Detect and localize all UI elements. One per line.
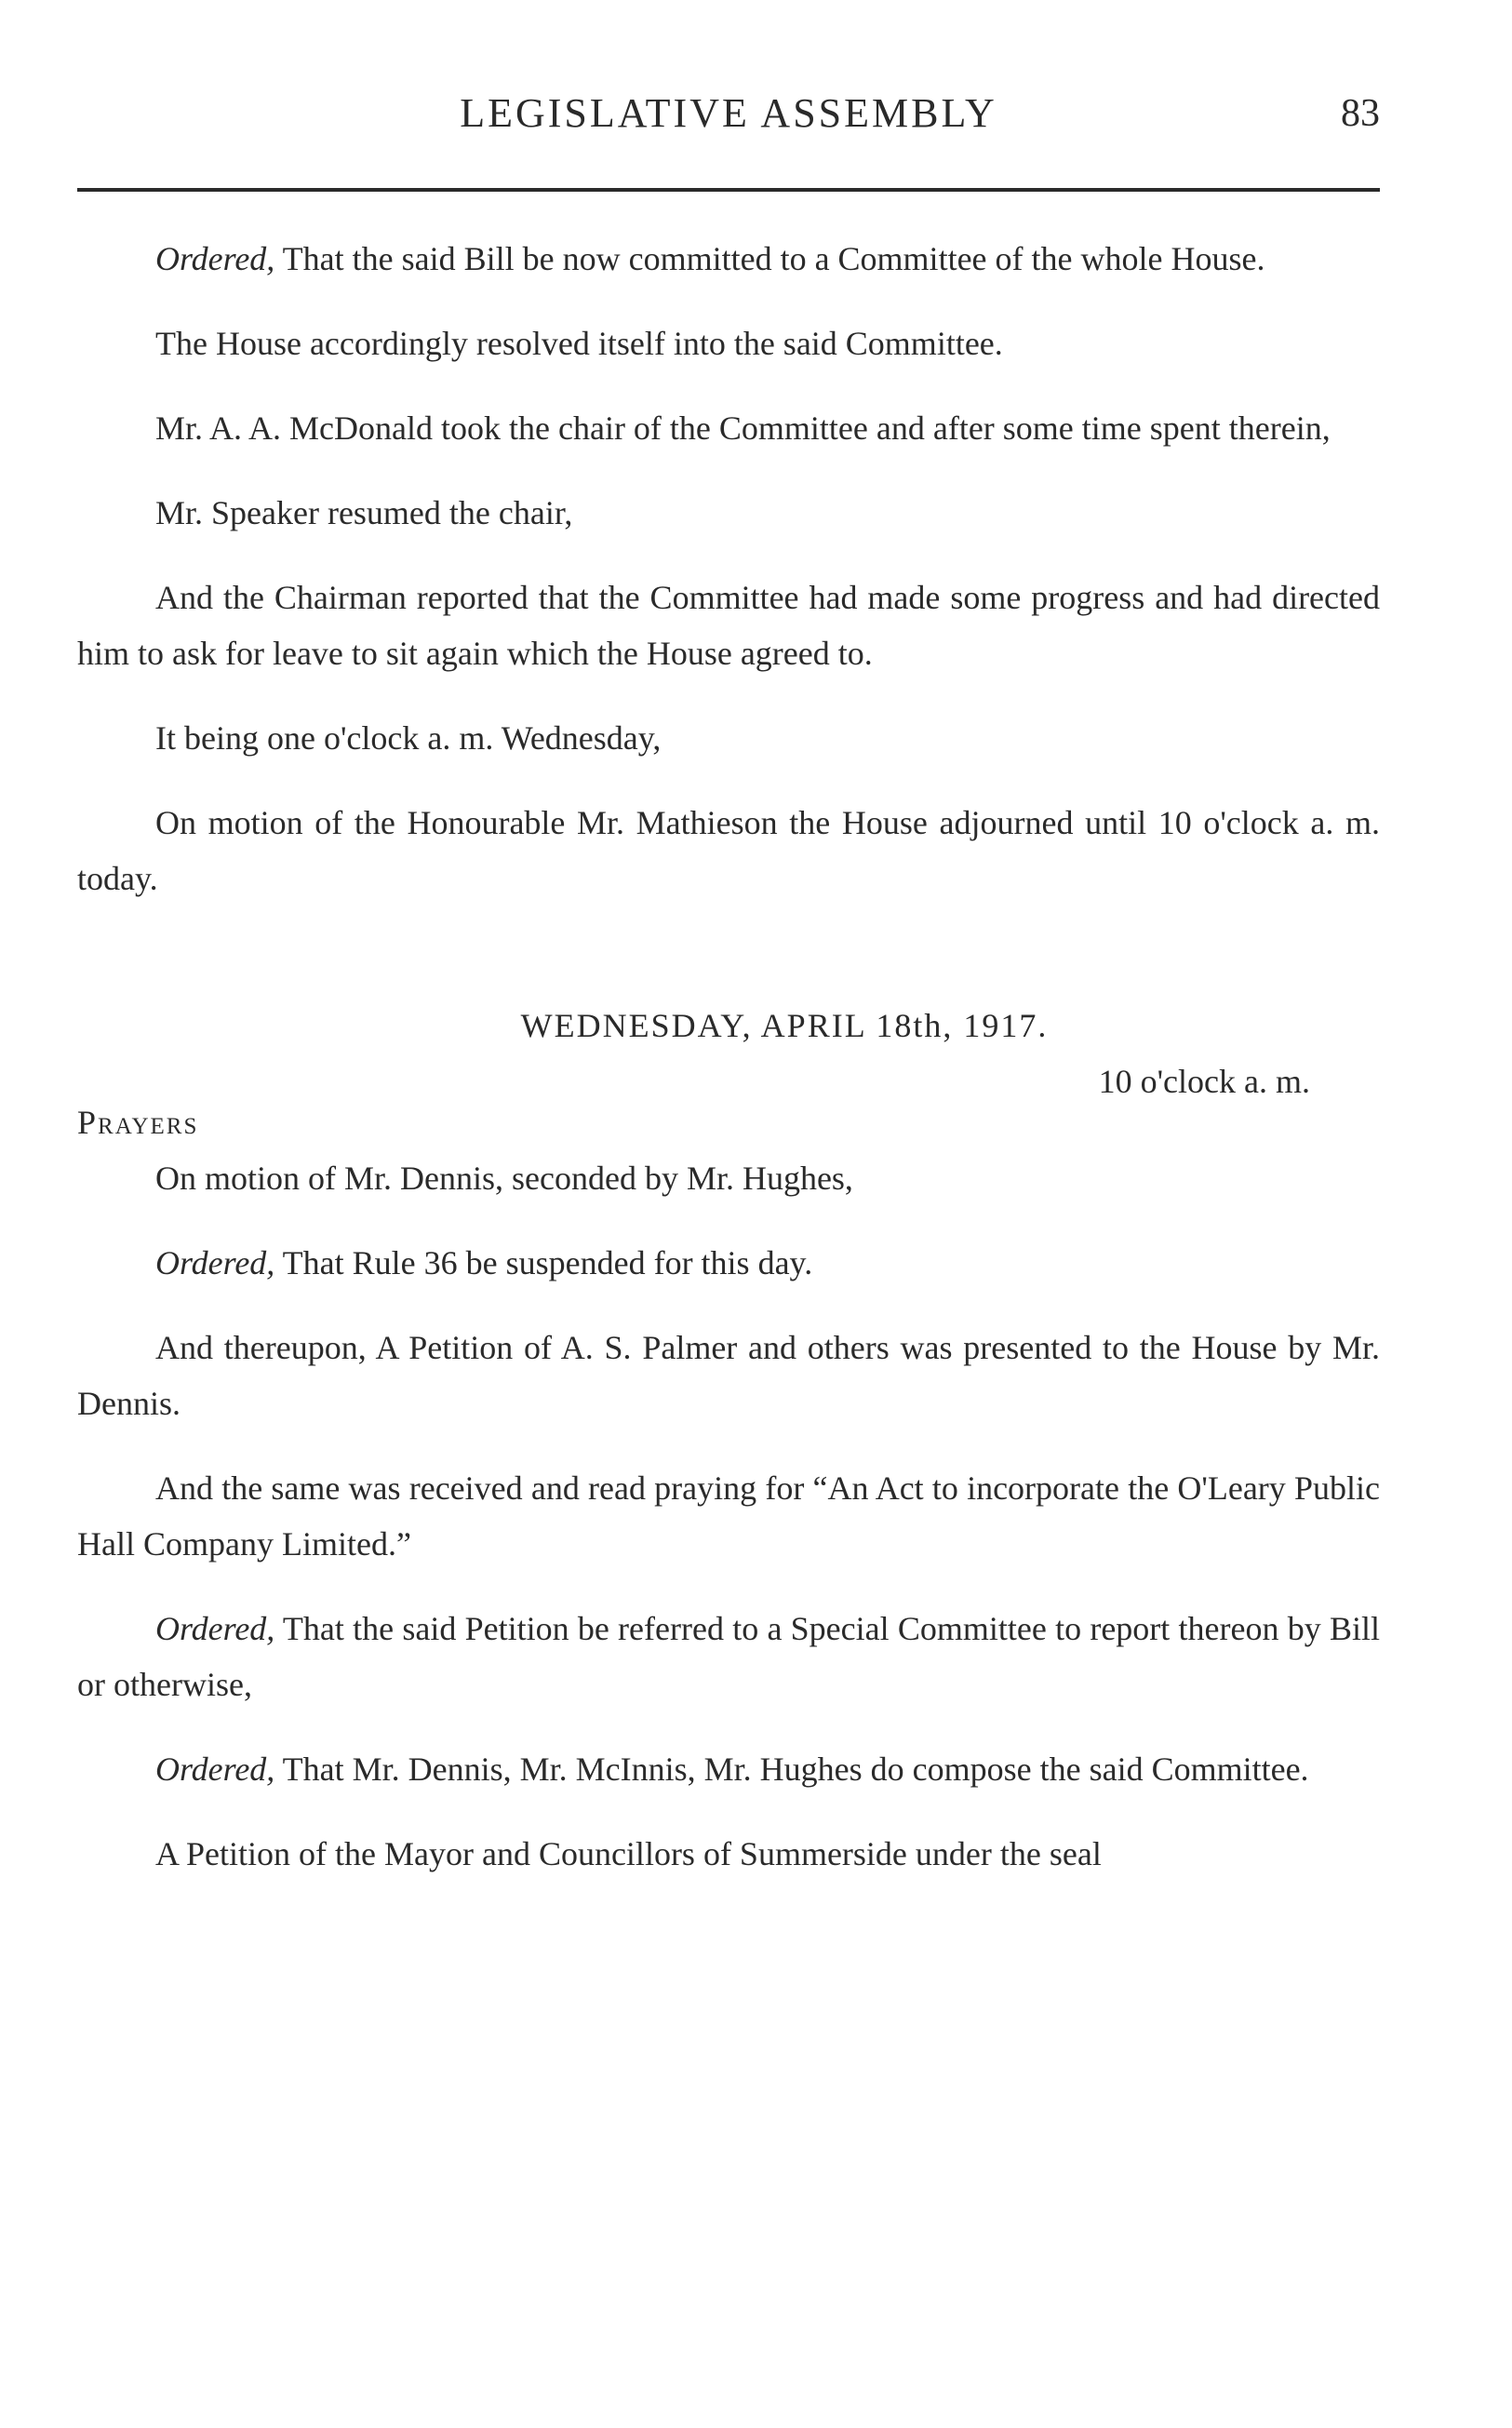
page-number: 83 — [1341, 92, 1380, 135]
paragraph — [77, 570, 1380, 681]
ordered-lead: Ordered, — [155, 1244, 275, 1281]
paragraph — [77, 315, 1380, 371]
paragraph-text: On motion of Mr. Dennis, seconded by Mr. Hughes, — [155, 1160, 853, 1197]
paragraph-text: Mr. Speaker resumed the chair, — [155, 494, 573, 531]
paragraph — [77, 795, 1380, 906]
paragraph — [77, 1826, 1380, 1882]
paragraph-text: That Mr. Dennis, Mr. McInnis, Mr. Hughes do compose the said Committee. — [274, 1751, 1309, 1788]
paragraph-text: And the same was received and read praying for “An Act to incorporate the O'Leary Public Hall Company Limited.” — [77, 1469, 1380, 1563]
ordered-lead: Ordered, — [155, 1610, 275, 1647]
prayers-heading: Prayers — [77, 1104, 199, 1141]
proceedings-before — [77, 231, 1380, 906]
header-rule — [77, 188, 1380, 192]
paragraph — [77, 231, 1380, 287]
paragraph — [77, 1150, 1380, 1206]
page-header — [77, 86, 1380, 141]
paragraph-text: Mr. A. A. McDonald took the chair of the Committee and after some time spent therein, — [155, 409, 1331, 447]
paragraph-text: It being one o'clock a. m. Wednesday, — [155, 719, 662, 757]
sitting-time: 10 o'clock a. m. — [1098, 1063, 1310, 1100]
paragraph — [77, 1320, 1380, 1431]
paragraph — [77, 485, 1380, 541]
running-title: LEGISLATIVE ASSEMBLY — [460, 90, 997, 136]
paragraph-text: And the Chairman reported that the Committee had made some progress and had directed him to ask for leave to sit again which the House agreed to. — [77, 579, 1380, 672]
paragraph — [77, 1235, 1380, 1291]
paragraph — [77, 710, 1380, 766]
paragraph — [77, 1601, 1380, 1712]
paragraph-text: And thereupon, A Petition of A. S. Palmer and others was presented to the House by Mr. Dennis. — [77, 1329, 1380, 1422]
paragraph-text: A Petition of the Mayor and Councillors of Summerside under the seal — [155, 1835, 1102, 1872]
ordered-lead: Ordered, — [155, 240, 275, 277]
body-text — [77, 231, 1380, 1911]
paragraph-text: On motion of the Honourable Mr. Mathieson the House adjourned until 10 o'clock a. m. today. — [77, 804, 1380, 897]
paragraph-text: That Rule 36 be suspended for this day. — [274, 1244, 813, 1281]
paragraph — [77, 400, 1380, 456]
paragraph-text: The House accordingly resolved itself into the said Committee. — [155, 325, 1003, 362]
paragraph-text: That the said Petition be referred to a Special Committee to report thereon by Bill or otherwise, — [77, 1610, 1380, 1703]
proceedings-after — [77, 1150, 1380, 1882]
sitting-date: WEDNESDAY, APRIL 18th, 1917. — [520, 1007, 1049, 1044]
ordered-lead: Ordered, — [155, 1751, 275, 1788]
paragraph-text: That the said Bill be now committed to a Committee of the whole House. — [274, 240, 1265, 277]
paragraph — [77, 1741, 1380, 1797]
paragraph — [77, 1460, 1380, 1572]
